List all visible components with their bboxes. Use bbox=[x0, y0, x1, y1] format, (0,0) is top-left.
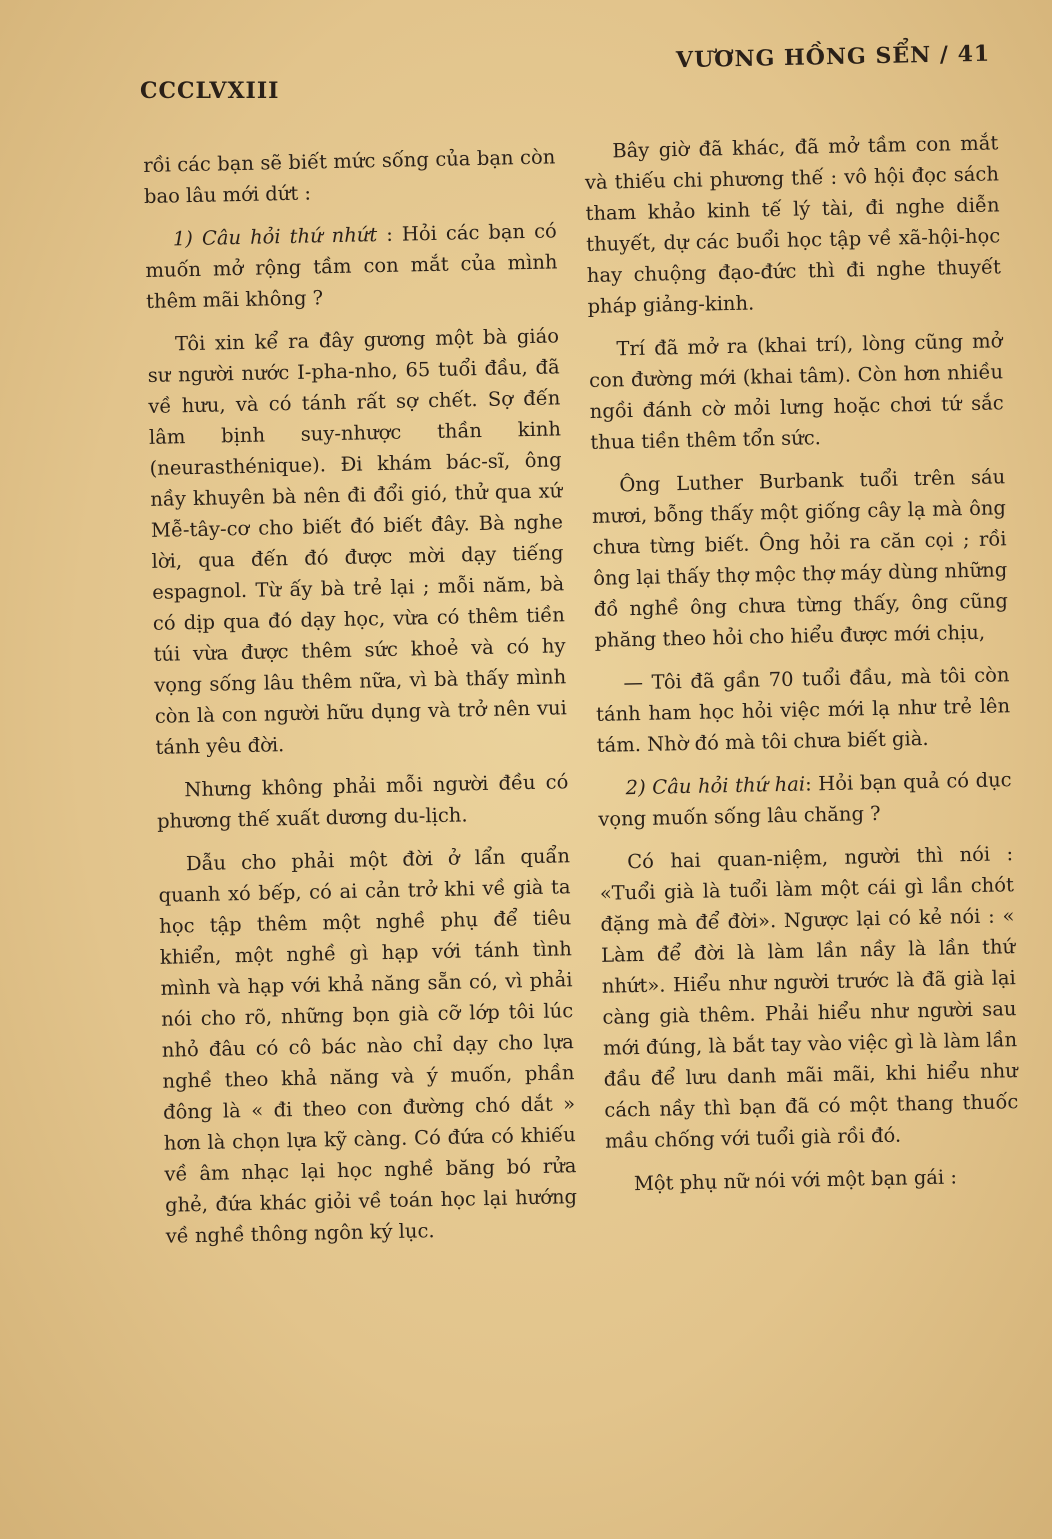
paragraph bbox=[145, 215, 559, 317]
paragraph-text: : Hỏi các bạn có muốn mở rộng tầm con mắt của mình thêm mãi không ? bbox=[145, 219, 558, 313]
paragraph: rồi các bạn sẽ biết mức sống của bạn còn bao lâu mới dứt : bbox=[143, 145, 556, 208]
paragraph: Nhưng không phải mỗi người đều có phương thế xuất dương du-lịch. bbox=[156, 770, 569, 833]
paragraph: Dẫu cho phải một đời ở lẩn quẩn quanh xó bếp, có ai cản trở khi về già ta học tập thêm một nghề phụ để tiêu khiển, một nghề gì hạp với tánh tình mình và hạp với khả năng sẵn có, vì phải nói cho rõ, những bọn già cỡ lớp tôi lúc nhỏ đâu có cô bác nào chỉ dạy cho lựa nghề theo khả năng và ý muốn, phần đông là « đi theo con đường chó dắt » hơn là chọn lựa kỹ càng. Có đứa có khiếu về âm nhạc lại học nghề băng bó rửa ghẻ, đứa khác giỏi về toán học lại hướng về nghề thông ngôn ký lục. bbox=[158, 844, 578, 1248]
paragraph: Trí đã mở ra (khai trí), lòng cũng mở con đường mới (khai tâm). Còn hơn nhiều ngồi đánh cờ mỏi lưng hoặc chơi tứ sắc thua tiền thêm tổn sức. bbox=[588, 329, 1004, 454]
running-header: VƯƠNG HỒNG SỂN / 41 bbox=[675, 40, 991, 74]
left-column bbox=[143, 141, 578, 1263]
right-column bbox=[584, 127, 1020, 1211]
paragraph: Một phụ nữ nói với một bạn gái : bbox=[633, 1165, 958, 1196]
question-heading: 2) Câu hỏi thứ hai bbox=[625, 772, 806, 800]
paragraph-text: : Hỏi bạn quả có dục vọng muốn sống lâu chăng ? bbox=[598, 768, 1012, 831]
paragraph: Ông Luther Burbank tuổi trên sáu mươi, bỗng thấy một giống cây lạ mà ông chưa từng biết. Ông hỏi ra căn cọi ; rồi ông lại thấy thợ mộc thợ máy dùng những đồ nghề ông chưa từng thấy, ông cũng phăng theo hỏi cho hiểu được mới chịu, bbox=[591, 465, 1009, 652]
paragraph: Có hai quan-niệm, người thì nói : «Tuổi già là tuổi làm một cái gì lần chót đặng mà để đời». Ngược lại có kẻ nói : « Làm để đời là làm lần nầy là lần thứ nhứt». Hiểu như người trước là đã già lại càng già thêm. Phải hiểu như người sau mới đúng, là bắt tay vào việc gì là làm lần đầu để lưu danh mãi mãi, khi hiểu như cách nầy thì bạn đã có một thang thuốc mầu chống với tuổi già rồi đó. bbox=[599, 842, 1019, 1153]
paragraph: — Tôi đã gần 70 tuổi đầu, mà tôi còn tánh ham học hỏi việc mới lạ như trẻ lên tám. Nhờ đó mà tôi chưa biết già. bbox=[595, 663, 1011, 757]
paragraph: Tôi xin kể ra đây gương một bà giáo sư người nước I-pha-nho, 65 tuổi đầu, đã về hưu, và có tánh rất sợ chết. Sợ đến lâm bịnh suy-nhược thần kinh (neurasthénique). Đi khám bác-sĩ, ông nầy khuyên bà nên đi đổi gió, thử qua xứ Mễ-tây-cơ cho biết đó biết đây. Bà nghe lời, qua đến đó được mời dạy tiếng espagnol. Từ ấy bà trẻ lại ; mỗi năm, bà có dịp qua đó dạy học, vừa có thêm tiền túi vừa được thêm sức khoẻ và có hy vọng sống lâu thêm nữa, vì bà thấy mình còn là con người hữu dụng và trở nên vui tánh yêu đời. bbox=[147, 324, 568, 759]
question-heading: 1) Câu hỏi thứ nhứt bbox=[172, 223, 378, 251]
paragraph: Bây giờ đã khác, đã mở tầm con mắt và thiếu chi phương thế : vô hội đọc sách tham khảo kinh tế lý tài, đi nghe diễn thuyết, dự các buổi học tập về xã-hội-học hay chuộng đạo-đức thì đi nghe thuyết pháp giảng-kinh. bbox=[584, 131, 1002, 318]
paragraph bbox=[597, 764, 1012, 835]
chapter-number: CCCLVXIII bbox=[140, 78, 280, 104]
